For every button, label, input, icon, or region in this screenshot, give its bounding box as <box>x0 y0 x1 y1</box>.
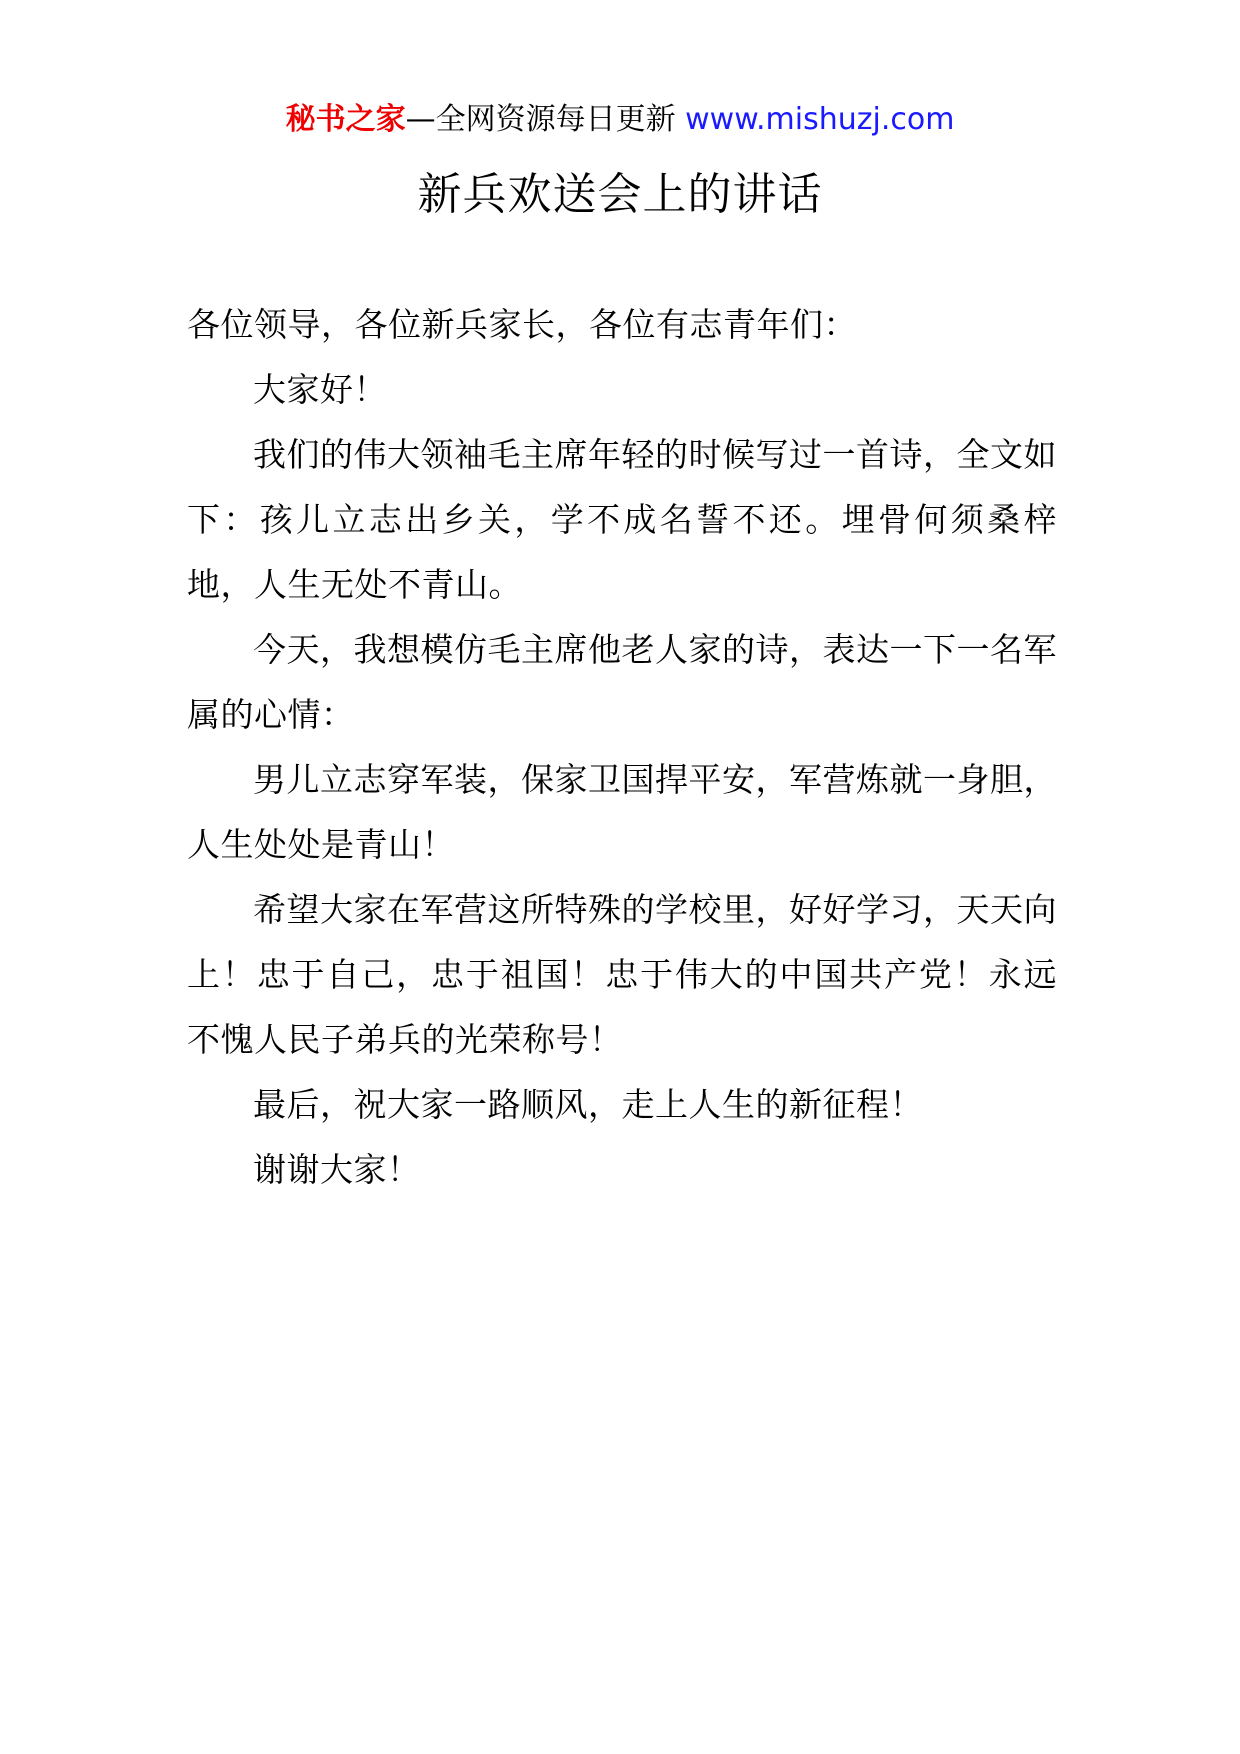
imitation-intro-paragraph: 今天，我想模仿毛主席他老人家的诗，表达一下一名军属的心情： <box>187 630 1057 734</box>
document-body <box>187 292 1057 1202</box>
brand-name: 秘书之家 <box>285 102 406 137</box>
document-title: 新兵欢送会上的讲话 <box>417 169 823 220</box>
hope-paragraph: 希望大家在军营这所特殊的学校里，好好学习，天天向上！忠于自己，忠于祖国！忠于伟大的中国共产党！永远不愧人民子弟兵的光荣称号！ <box>187 890 1057 1059</box>
greeting-paragraph: 大家好！ <box>253 370 387 409</box>
page-header <box>0 100 1240 140</box>
poem-intro-paragraph: 我们的伟大领袖毛主席年轻的时候写过一首诗，全文如下：孩儿立志出乡关，学不成名誓不还。埋骨何须桑梓地，人生无处不青山。 <box>187 435 1057 604</box>
header-tagline: —全网资源每日更新 <box>405 102 686 137</box>
salutation-paragraph: 各位领导，各位新兵家长，各位有志青年们： <box>187 305 857 344</box>
site-url-link[interactable]: www.mishuzj.com <box>685 102 955 137</box>
thanks-paragraph: 谢谢大家！ <box>253 1150 421 1189</box>
farewell-paragraph: 最后，祝大家一路顺风，走上人生的新征程！ <box>253 1085 923 1124</box>
poem-paragraph: 男儿立志穿军装，保家卫国捍平安，军营炼就一身胆，人生处处是青山！ <box>187 760 1057 864</box>
